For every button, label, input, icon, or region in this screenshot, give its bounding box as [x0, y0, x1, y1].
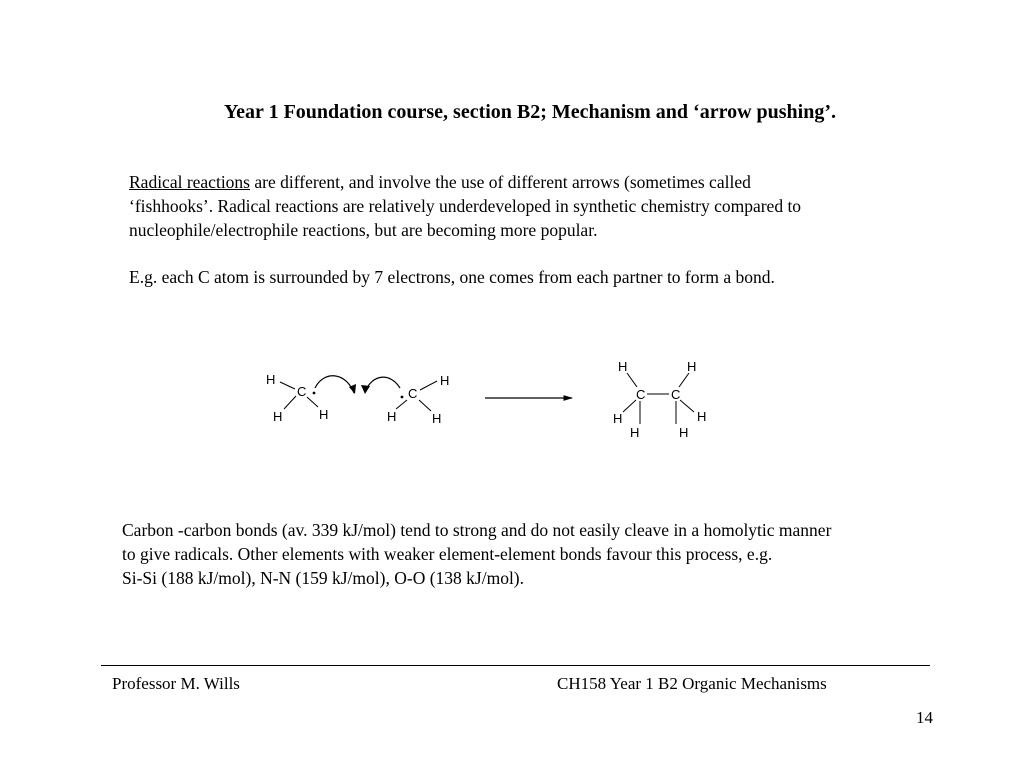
atom-h: H — [687, 359, 697, 374]
bond — [420, 381, 437, 390]
bond — [679, 373, 689, 387]
atom-c: C — [671, 387, 681, 402]
bond — [307, 397, 318, 407]
fishhook-arrow-left — [315, 376, 354, 393]
atom-h: H — [613, 411, 623, 426]
radical-electron-dot — [401, 396, 404, 399]
fishhook-arrow-right-head — [361, 385, 370, 394]
bonds-line-1: Carbon -carbon bonds (av. 339 kJ/mol) tend to strong and do not easily cleave in a homolytic manner — [122, 520, 832, 540]
atom-h: H — [266, 372, 276, 387]
atom-h: H — [679, 425, 689, 440]
bonds-line-2: to give radicals. Other elements with weaker element-element bonds favour this process, e.g. — [122, 544, 773, 564]
example-sentence: E.g. each C atom is surrounded by 7 electrons, one comes from each partner to form a bond. — [129, 267, 775, 287]
bond-strength-paragraph — [122, 518, 942, 590]
atom-c: C — [297, 384, 307, 399]
radical-electron-dot — [313, 392, 316, 395]
atom-h: H — [387, 409, 397, 424]
atom-h: H — [432, 411, 442, 426]
bond — [623, 400, 636, 412]
left-methyl-radical — [266, 372, 328, 424]
atom-c: C — [636, 387, 646, 402]
ethane-product — [613, 359, 706, 440]
bond — [280, 382, 295, 389]
footer-course: CH158 Year 1 B2 Organic Mechanisms — [557, 674, 827, 693]
bond — [627, 373, 637, 387]
atom-h: H — [440, 373, 450, 388]
bond — [284, 396, 296, 409]
intro-line-2: ‘fishhooks’. Radical reactions are relatively underdeveloped in synthetic chemistry compared to — [129, 196, 802, 216]
radical-reactions-term: Radical reactions — [129, 172, 250, 192]
atom-h: H — [319, 407, 329, 422]
atom-c: C — [408, 386, 418, 401]
intro-line-3: nucleophile/electrophile reactions, but are becoming more popular. — [129, 220, 598, 240]
atom-h: H — [697, 409, 707, 424]
intro-line-1-rest: are different, and involve the use of different arrows (sometimes called — [250, 172, 751, 192]
bonds-line-3: Si-Si (188 kJ/mol), N-N (159 kJ/mol), O-O (138 kJ/mol). — [122, 568, 525, 588]
page-number: 14 — [916, 708, 933, 727]
right-methyl-radical — [387, 373, 449, 426]
atom-h: H — [273, 409, 283, 424]
atom-h: H — [618, 359, 628, 374]
fishhook-arrow-right — [365, 377, 400, 392]
atom-h: H — [630, 425, 640, 440]
bond — [419, 400, 431, 411]
bond — [396, 400, 407, 409]
footer-author: Professor M. Wills — [112, 674, 240, 693]
slide-title: Year 1 Foundation course, section B2; Mechanism and ‘arrow pushing’. — [223, 101, 837, 123]
footer-divider — [101, 665, 930, 666]
bond — [680, 400, 694, 412]
